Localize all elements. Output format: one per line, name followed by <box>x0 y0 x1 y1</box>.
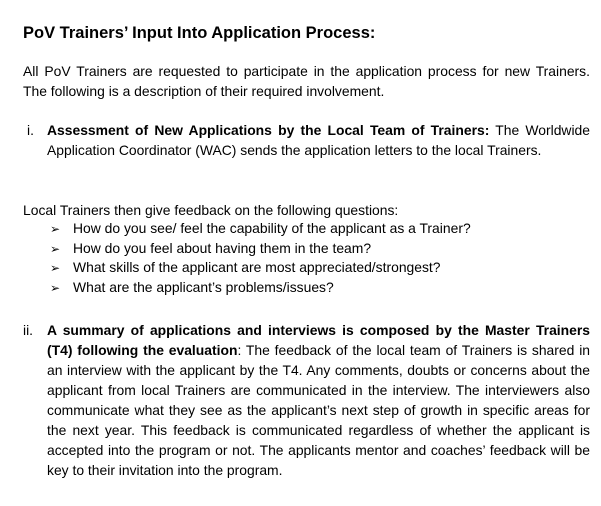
intro-paragraph: All PoV Trainers are requested to participate in the application process for new Trainers. The following is a description of their required involvement. <box>23 63 590 99</box>
arrowhead-bullet-icon: ➢ <box>50 261 61 276</box>
arrowhead-bullet-icon: ➢ <box>50 241 61 256</box>
list-item <box>50 278 471 298</box>
question-text: What skills of the applicant are most appreciated/strongest? <box>73 259 441 276</box>
list-marker-i: i. <box>27 122 34 138</box>
question-text: How do you feel about having them in the team? <box>73 239 372 256</box>
arrowhead-bullet-icon: ➢ <box>50 281 61 296</box>
list-item <box>50 219 471 239</box>
list-marker-ii: ii. <box>23 322 34 338</box>
arrowhead-bullet-icon: ➢ <box>50 222 61 236</box>
question-list <box>50 219 471 298</box>
document-title: PoV Trainers’ Input Into Application Process: <box>23 24 376 42</box>
list-item <box>50 239 471 259</box>
list-item <box>50 258 471 278</box>
item-heading: Assessment of New Applications by the Local Team of Trainers: <box>47 122 490 138</box>
list-item-ii <box>47 320 590 480</box>
question-text: How do you see/ feel the capability of the applicant as a Trainer? <box>73 220 471 236</box>
feedback-lead-text: Local Trainers then give feedback on the following questions: <box>23 202 399 218</box>
list-item-i <box>47 120 590 160</box>
item-heading: A summary of applications and interviews is composed by the Master Trainers (T4) following the evaluation <box>47 322 590 358</box>
question-text: What are the applicant’s problems/issues? <box>73 279 334 296</box>
item-body-text: : The feedback of the local team of Trainers is shared in an interview with the applicant by the T4. Any comments, doubts or concerns about the applicant from local Trainers are communicated in the interview. The interviewers also communicate what they see as the applicant’s next step of growth in specific areas for the next year. This feedback is communicated regardless of whether the applicant is accepted into the program or not. The applicants mentor and coaches’ feedback will be key to their invitation into the program. <box>47 342 591 478</box>
item-body-text: The Worldwide Application Coordinator (WAC) sends the application letters to the local Trainers. <box>47 122 590 158</box>
